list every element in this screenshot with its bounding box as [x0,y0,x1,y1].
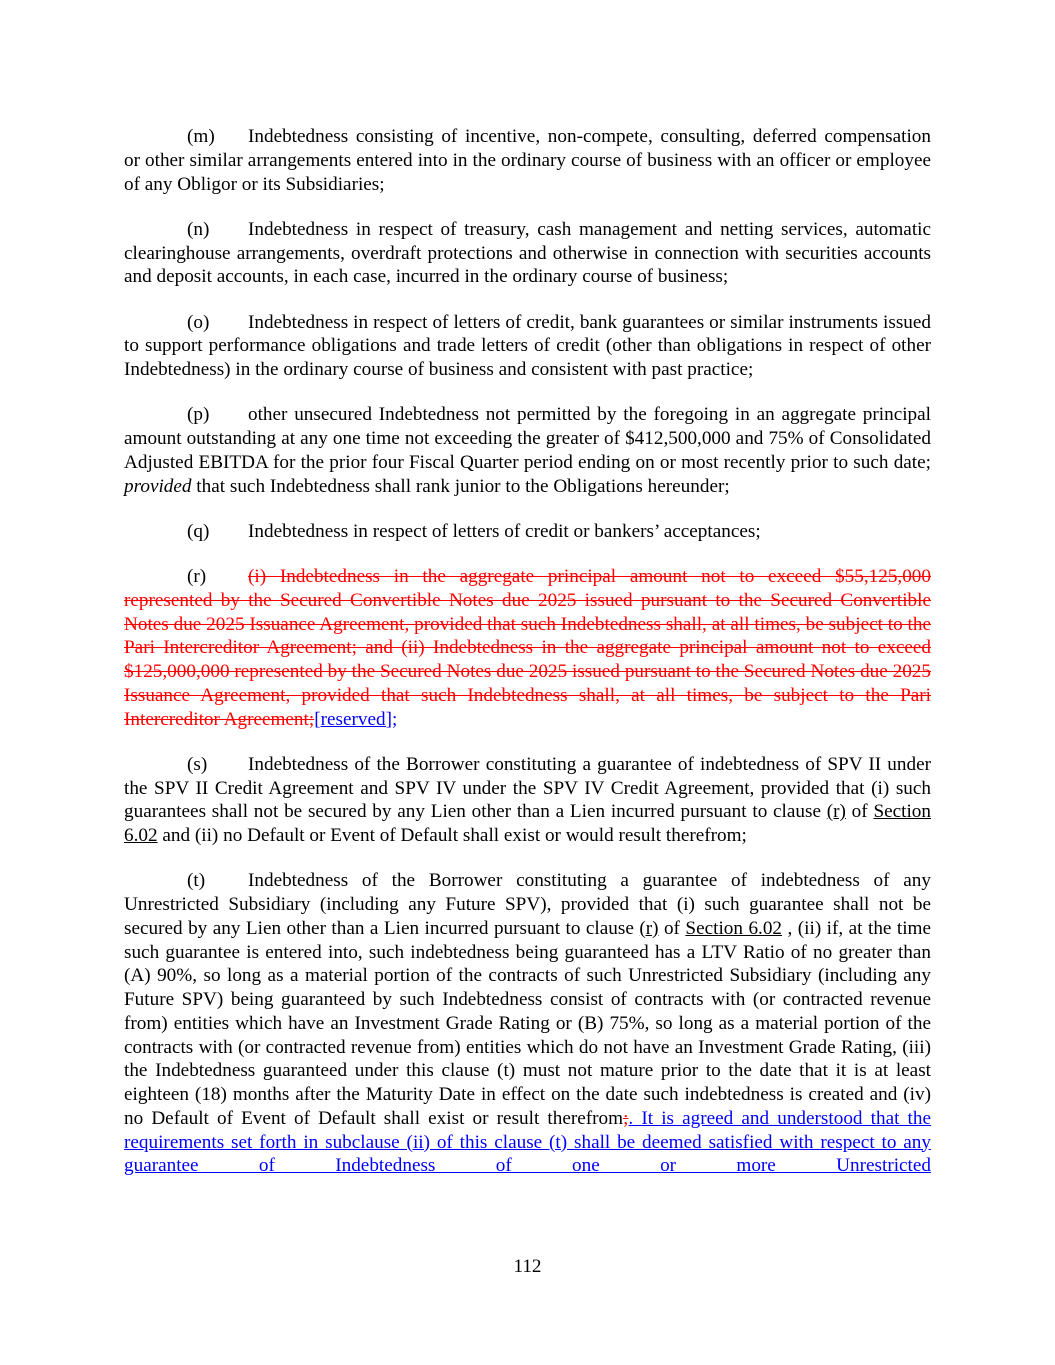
clause-r [124,565,931,731]
cross-reference: (r) [639,917,659,939]
clause-label: (o) [187,311,210,333]
clause-label: (n) [187,218,210,240]
clause-text: Indebtedness in respect of letters of credit, bank guarantees or similar instruments issued to support performance obligations and trade letters of credit (other than obligations in respect of other Indebtedness) in the ordinary course of business and consistent with past practice; [124,311,931,380]
clause-text: other unsecured Indebtedness not permitted by the foregoing in an aggregate principal amount outstanding at any one time not exceeding the greater of $412,500,000 and 75% of Consolidated Adjusted EBITDA for the prior four Fiscal Quarter period ending on or most recently prior to such date; [124,404,931,473]
clause-text: of [658,917,686,939]
clause-text: , (ii) if, at the time such guarantee is entered into, such indebtedness being guaranteed has a LTV Ratio of no greater than (A) 90%, so long as a material portion of the contracts of such Unrestricted Subsidiary (including any Future SPV) being guaranteed by such Indebtedness consist of contracts with (or contracted revenue from) entities which have an Investment Grade Rating or (B) 75%, so long as a material portion of the contracts with (or contracted revenue from) entities which do not have an Investment Grade Rating, (iii) the Indebtedness guaranteed under this clause (t) must not mature prior to the date that it is at least eighteen (18) months after the Maturity Date in effect on the date such indebtedness is created and (iv) no Default of Event of Default shall exist or result therefrom [124,917,932,1129]
clause-text: Indebtedness in respect of treasury, cash management and netting services, automatic clearinghouse arrangements, overdraft protections and otherwise in connection with securities accounts and deposit accounts, in each case, incurred in the ordinary course of business; [124,218,931,288]
clause-o [124,311,931,382]
cross-reference: Section 6.02 [685,917,783,939]
deleted-text: ; [623,1107,629,1129]
clause-label: (r) [187,566,207,587]
clause-text: Indebtedness of the Borrower constituting a guarantee of indebtedness of any Unrestricted Subsidiary (including any Future SPV), provided that (i) such guarantee shall not be secured by any Lien other than a Lien incurred pursuant to clause [124,870,931,939]
page-number: 112 [513,1256,542,1277]
inserted-text: [reserved]; [314,708,398,730]
clause-text: Indebtedness consisting of incentive, non-compete, consulting, deferred compensation or other similar arrangements entered into in the ordinary course of business with an officer or employee of any Obligor or its Subsidiaries; [124,126,931,195]
clause-label: (m) [187,126,215,147]
clause-label: (t) [187,870,206,892]
clause-label: (q) [187,520,210,542]
deleted-text: (i) Indebtedness in the aggregate principal amount not to exceed $55,125,000 represented by the Secured Convertible Notes due 2025 issued pursuant to the Secured Convertible Notes due 2025 Issuance Agreement, provided that such Indebtedness shall, at all times, be subject to the Pari Intercreditor Agreement; and (ii) Indebtedness in the aggregate principal amount not to exceed $125,000,000 represented by the Secured Notes due 2025 issued pursuant to the Secured Notes due 2025 Issuance Agreement, provided that such Indebtedness shall, at all times, be subject to the Pari Intercreditor Agreement; [124,566,931,730]
clause-m [124,125,931,196]
cross-reference: (r) [826,801,846,823]
inserted-text: . It is agreed and understood that the requirements set forth in subclause (ii) of this clause (t) shall be deemed satisfied with respect to any guarantee of Indebtedness of one or more Unrestricted [124,1107,931,1177]
clause-text: that such Indebtedness shall rank junior to the Obligations hereunder; [191,475,730,497]
clause-p [124,403,931,498]
document-body [124,125,931,1200]
cross-reference: Section 6.02 [124,801,931,846]
clause-text: of [845,801,874,823]
clause-label: (s) [187,753,208,775]
clause-text: provided [124,475,192,497]
clause-q [124,520,931,544]
clause-text: and (ii) no Default or Event of Default shall exist or would result therefrom; [157,825,747,846]
clause-label: (p) [187,404,210,426]
clause-s [124,753,931,848]
clause-t [124,869,931,1178]
clause-n [124,218,931,289]
clause-text: Indebtedness of the Borrower constituting a guarantee of indebtedness of SPV II under the SPV II Credit Agreement and SPV IV under the SPV IV Credit Agreement, provided that (i) such guarantees shall not be secured by any Lien other than a Lien incurred pursuant to clause [124,753,931,823]
clause-text: Indebtedness in respect of letters of credit or bankers’ acceptances; [248,520,761,542]
